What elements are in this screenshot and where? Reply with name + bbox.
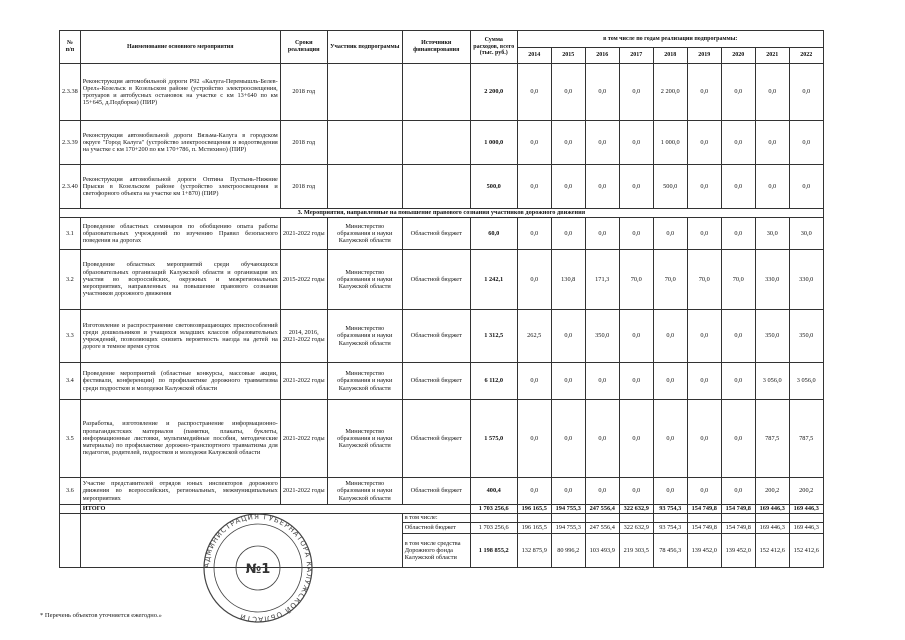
road-fund-year-value: 152 412,6: [755, 534, 789, 568]
row-year-value: 0,0: [517, 478, 551, 505]
row-year-value: 0,0: [619, 121, 653, 165]
road-fund-year-value: 80 996,2: [551, 534, 585, 568]
row-term: 2018 год: [280, 165, 327, 209]
row-year-value: 787,5: [789, 400, 823, 478]
row-year-value: 200,2: [789, 478, 823, 505]
row-year-value: 0,0: [517, 363, 551, 400]
row-name: Реконструкция автомобильной дороги Р92 «Калуга-Перемышль-Белев-Орел»-Козельск в Козельском районе (устройство электроосвещения, тротуаров и автобусных остановок на участке с км 13+640 по км 15+645, д.Подборки) (ПИР): [80, 64, 280, 121]
road-fund-year-value: 132 875,9: [517, 534, 551, 568]
row-source: Областной бюджет: [402, 478, 470, 505]
row-term: 2015-2022 годы: [280, 250, 327, 310]
row-year-value: 0,0: [789, 165, 823, 209]
row-year-value: 0,0: [721, 478, 755, 505]
table-row: [60, 250, 824, 310]
row-year-value: 0,0: [517, 218, 551, 250]
road-fund-year-value: 78 456,3: [653, 534, 687, 568]
row-year-value: 0,0: [755, 64, 789, 121]
row-year-value: 3 056,0: [789, 363, 823, 400]
regional-year-value: 93 754,3: [653, 523, 687, 534]
row-year-value: 0,0: [551, 363, 585, 400]
row-sum: 60,0: [470, 218, 517, 250]
row-number: 3.1: [60, 218, 81, 250]
row-year-value: 0,0: [721, 165, 755, 209]
row-year-value: 0,0: [517, 121, 551, 165]
row-year-value: 0,0: [619, 478, 653, 505]
row-source: Областной бюджет: [402, 363, 470, 400]
total-year-value: 154 749,8: [721, 505, 755, 514]
footnote: * Перечень объектов уточняется ежегодно.»: [40, 612, 162, 619]
row-term: 2014, 2016, 2021-2022 годы: [280, 310, 327, 363]
table-row: [60, 478, 824, 505]
row-source: Областной бюджет: [402, 400, 470, 478]
row-year-value: 0,0: [551, 121, 585, 165]
row-year-value: 2 200,0: [653, 64, 687, 121]
empty-cell: [755, 514, 789, 523]
table-row: [60, 121, 824, 165]
row-year-value: 0,0: [721, 400, 755, 478]
empty-cell: [653, 514, 687, 523]
row-source: Областной бюджет: [402, 218, 470, 250]
row-year-value: 350,0: [789, 310, 823, 363]
row-year-value: 330,0: [789, 250, 823, 310]
row-year-value: 0,0: [687, 478, 721, 505]
row-year-value: 0,0: [687, 310, 721, 363]
row-name: Проведение областных семинаров по обобщению опыта работы образовательных учреждений по изучению Правил безопасного поведения на дорогах: [80, 218, 280, 250]
header-year: 2020: [721, 48, 755, 64]
row-year-value: 330,0: [755, 250, 789, 310]
total-row: [60, 505, 824, 514]
row-year-value: 0,0: [721, 121, 755, 165]
empty-cell: [517, 514, 551, 523]
row-year-value: 0,0: [585, 363, 619, 400]
table-row: [60, 363, 824, 400]
including-label: в том числе:: [402, 514, 470, 523]
row-year-value: 0,0: [619, 363, 653, 400]
road-fund-sum: 1 198 855,2: [470, 534, 517, 568]
row-sum: 2 200,0: [470, 64, 517, 121]
section-title: 3. Мероприятия, направленные на повышение правового сознания участников дорожного движения: [60, 209, 824, 218]
row-sum: 1 575,0: [470, 400, 517, 478]
row-year-value: 0,0: [551, 400, 585, 478]
header-year: 2021: [755, 48, 789, 64]
row-year-value: 0,0: [687, 363, 721, 400]
row-source: [402, 64, 470, 121]
header-year: 2014: [517, 48, 551, 64]
row-term: 2021-2022 годы: [280, 363, 327, 400]
row-year-value: 3 056,0: [755, 363, 789, 400]
row-year-value: 0,0: [687, 121, 721, 165]
row-year-value: 0,0: [585, 165, 619, 209]
header-year: 2018: [653, 48, 687, 64]
row-year-value: 0,0: [721, 64, 755, 121]
row-year-value: 0,0: [687, 165, 721, 209]
row-year-value: 0,0: [653, 363, 687, 400]
row-sum: 1 242,1: [470, 250, 517, 310]
regional-budget-sum: 1 703 256,6: [470, 523, 517, 534]
header-name: Наименование основного мероприятия: [80, 31, 280, 64]
row-term: 2021-2022 годы: [280, 400, 327, 478]
table-row: [60, 400, 824, 478]
row-year-value: 0,0: [517, 64, 551, 121]
row-name: Реконструкция автомобильной дороги Оптина Пустынь-Нижние Прыски в Козельском районе (устройство электроосвещения и светофорного объекта на участке км 1+870) (ПИР): [80, 165, 280, 209]
row-participant: [327, 165, 402, 209]
header-num: № п/п: [60, 31, 81, 64]
regional-year-value: 169 446,3: [789, 523, 823, 534]
row-year-value: 0,0: [619, 218, 653, 250]
row-number: 3.6: [60, 478, 81, 505]
empty-cell: [60, 505, 81, 514]
header-term: Сроки реализации: [280, 31, 327, 64]
row-name: Реконструкция автомобильной дороги Вязьма-Калуга в городском округе "Город Калуга" (устройство электроосвещения и водоотведения на участке с км 170+200 по км 170+786, п. Мстихино) (ПИР): [80, 121, 280, 165]
row-year-value: 0,0: [653, 218, 687, 250]
row-participant: Министерство образования и науки Калужской области: [327, 310, 402, 363]
row-year-value: 350,0: [755, 310, 789, 363]
road-fund-label: в том числе средства Дорожного фонда Калужской области: [402, 534, 470, 568]
row-year-value: 0,0: [687, 64, 721, 121]
row-year-value: 0,0: [789, 64, 823, 121]
stamp-ring-text: АДМИНИСТРАЦИЯ ГУБЕРНАТОРА КАЛУЖСКОЙ ОБЛАСТИ: [202, 512, 314, 624]
row-year-value: 0,0: [517, 250, 551, 310]
row-year-value: 0,0: [619, 400, 653, 478]
row-participant: [327, 121, 402, 165]
regional-year-value: 322 632,9: [619, 523, 653, 534]
row-year-value: 0,0: [653, 310, 687, 363]
row-year-value: 0,0: [585, 218, 619, 250]
total-sum: 1 703 256,6: [470, 505, 517, 514]
total-year-value: 247 556,4: [585, 505, 619, 514]
row-year-value: 787,5: [755, 400, 789, 478]
row-year-value: 0,0: [721, 218, 755, 250]
row-source: Областной бюджет: [402, 250, 470, 310]
row-year-value: 70,0: [721, 250, 755, 310]
row-year-value: 0,0: [653, 478, 687, 505]
row-name: Проведение мероприятий (областные конкурсы, массовые акции, фестивали, конференции) по профилактике дорожного травматизма среди подростков и молодежи Калужской области: [80, 363, 280, 400]
header-year: 2016: [585, 48, 619, 64]
total-year-value: 154 749,8: [687, 505, 721, 514]
total-year-value: 194 755,3: [551, 505, 585, 514]
section-row: [60, 209, 824, 218]
empty-cell: [687, 514, 721, 523]
row-year-value: 0,0: [619, 64, 653, 121]
row-participant: Министерство образования и науки Калужской области: [327, 363, 402, 400]
row-year-value: 130,8: [551, 250, 585, 310]
row-year-value: 0,0: [789, 121, 823, 165]
row-year-value: 350,0: [585, 310, 619, 363]
empty-cell: [789, 514, 823, 523]
row-term: 2018 год: [280, 64, 327, 121]
total-year-value: 196 165,5: [517, 505, 551, 514]
road-fund-year-value: 219 303,5: [619, 534, 653, 568]
row-year-value: 171,3: [585, 250, 619, 310]
regional-year-value: 169 446,3: [755, 523, 789, 534]
row-year-value: 0,0: [619, 165, 653, 209]
header-year: 2019: [687, 48, 721, 64]
total-year-value: 169 446,3: [789, 505, 823, 514]
row-year-value: 0,0: [551, 165, 585, 209]
row-year-value: 0,0: [585, 478, 619, 505]
row-year-value: 0,0: [551, 478, 585, 505]
row-number: 3.2: [60, 250, 81, 310]
regional-year-value: 247 556,4: [585, 523, 619, 534]
row-year-value: 70,0: [687, 250, 721, 310]
row-year-value: 30,0: [755, 218, 789, 250]
empty-cell: [585, 514, 619, 523]
row-year-value: 0,0: [721, 363, 755, 400]
table-row: [60, 165, 824, 209]
regional-year-value: 196 165,5: [517, 523, 551, 534]
row-participant: Министерство образования и науки Калужской области: [327, 400, 402, 478]
empty-cell: [619, 514, 653, 523]
header-year: 2022: [789, 48, 823, 64]
row-participant: Министерство образования и науки Калужской области: [327, 250, 402, 310]
road-fund-year-value: 139 452,0: [687, 534, 721, 568]
header-year: 2017: [619, 48, 653, 64]
regional-year-value: 194 755,3: [551, 523, 585, 534]
row-number: 3.3: [60, 310, 81, 363]
regional-year-value: 154 749,8: [721, 523, 755, 534]
row-year-value: 30,0: [789, 218, 823, 250]
row-year-value: 0,0: [585, 64, 619, 121]
program-table: [59, 30, 824, 568]
row-sum: 1 312,5: [470, 310, 517, 363]
row-term: 2021-2022 годы: [280, 218, 327, 250]
header-by-year: в том числе по годам реализации подпрограммы:: [517, 31, 823, 48]
row-source: Областной бюджет: [402, 310, 470, 363]
row-name: Разработка, изготовление и распространение информационно-пропагандистских материалов (памятки, плакаты, буклеты, информационные листовки, мультимедийные пособия, методические материалы) по профилактике дорожно-транспортного травматизма для педагогов, родителей, подростков и молодежи Калужской области: [80, 400, 280, 478]
row-year-value: 0,0: [687, 400, 721, 478]
row-term: 2021-2022 годы: [280, 478, 327, 505]
row-sum: 6 112,0: [470, 363, 517, 400]
table-row: [60, 310, 824, 363]
table-row: [60, 218, 824, 250]
road-fund-year-value: 139 452,0: [721, 534, 755, 568]
row-sum: 500,0: [470, 165, 517, 209]
empty-cell: [60, 514, 81, 568]
row-year-value: 1 000,0: [653, 121, 687, 165]
row-year-value: 0,0: [517, 165, 551, 209]
stamp-center-text: №1: [245, 562, 271, 577]
header-year: 2015: [551, 48, 585, 64]
row-source: [402, 121, 470, 165]
empty-cell: [551, 514, 585, 523]
regional-budget-label: Областной бюджет: [402, 523, 470, 534]
table-row: [60, 64, 824, 121]
row-year-value: 70,0: [653, 250, 687, 310]
row-year-value: 0,0: [585, 121, 619, 165]
row-year-value: 0,0: [517, 400, 551, 478]
row-year-value: 0,0: [551, 310, 585, 363]
row-number: 3.4: [60, 363, 81, 400]
empty-cell: [721, 514, 755, 523]
row-year-value: 262,5: [517, 310, 551, 363]
row-year-value: 500,0: [653, 165, 687, 209]
row-year-value: 0,0: [653, 400, 687, 478]
total-year-value: 93 754,3: [653, 505, 687, 514]
row-name: Проведение областных мероприятий среди обучающихся образовательных организаций Калужской области и организация их участия во всероссийских, окружных и межрегиональных мероприятиях, направленных на повышение правового сознания участников дорожного движения: [80, 250, 280, 310]
row-participant: Министерство образования и науки Калужской области: [327, 478, 402, 505]
row-name: Изготовление и распространение световозвращающих приспособлений среди дошкольников и учащихся младших классов образовательных учреждений, позволяющих снизить вероятность наезда на детей на дороге в темное время суток: [80, 310, 280, 363]
official-stamp: [198, 508, 318, 628]
row-year-value: 0,0: [551, 218, 585, 250]
row-year-value: 70,0: [619, 250, 653, 310]
row-term: 2018 год: [280, 121, 327, 165]
road-fund-year-value: 152 412,6: [789, 534, 823, 568]
header-source: Источники финансирования: [402, 31, 470, 64]
header-participant: Участник подпрограммы: [327, 31, 402, 64]
row-year-value: 200,2: [755, 478, 789, 505]
regional-year-value: 154 749,8: [687, 523, 721, 534]
row-sum: 400,4: [470, 478, 517, 505]
row-name: Участие представителей отрядов юных инспекторов дорожного движения во всероссийских, региональных, межмуниципальных мероприятиях: [80, 478, 280, 505]
row-number: 3.5: [60, 400, 81, 478]
program-table-sheet: [59, 30, 824, 568]
including-row: [60, 514, 824, 523]
row-sum: 1 000,0: [470, 121, 517, 165]
row-number: 2.3.40: [60, 165, 81, 209]
row-participant: [327, 64, 402, 121]
total-year-value: 169 446,3: [755, 505, 789, 514]
header-sum: Сумма расходов, всего (тыс. руб.): [470, 31, 517, 64]
row-year-value: 0,0: [687, 218, 721, 250]
row-year-value: 0,0: [755, 121, 789, 165]
total-year-value: 322 632,9: [619, 505, 653, 514]
empty-cell: [470, 514, 517, 523]
row-number: 2.3.38: [60, 64, 81, 121]
row-source: [402, 165, 470, 209]
total-label: ИТОГО: [80, 505, 470, 514]
road-fund-year-value: 103 493,9: [585, 534, 619, 568]
row-year-value: 0,0: [721, 310, 755, 363]
row-year-value: 0,0: [755, 165, 789, 209]
row-number: 2.3.39: [60, 121, 81, 165]
row-year-value: 0,0: [619, 310, 653, 363]
row-year-value: 0,0: [551, 64, 585, 121]
row-participant: Министерство образования и науки Калужской области: [327, 218, 402, 250]
row-year-value: 0,0: [585, 400, 619, 478]
